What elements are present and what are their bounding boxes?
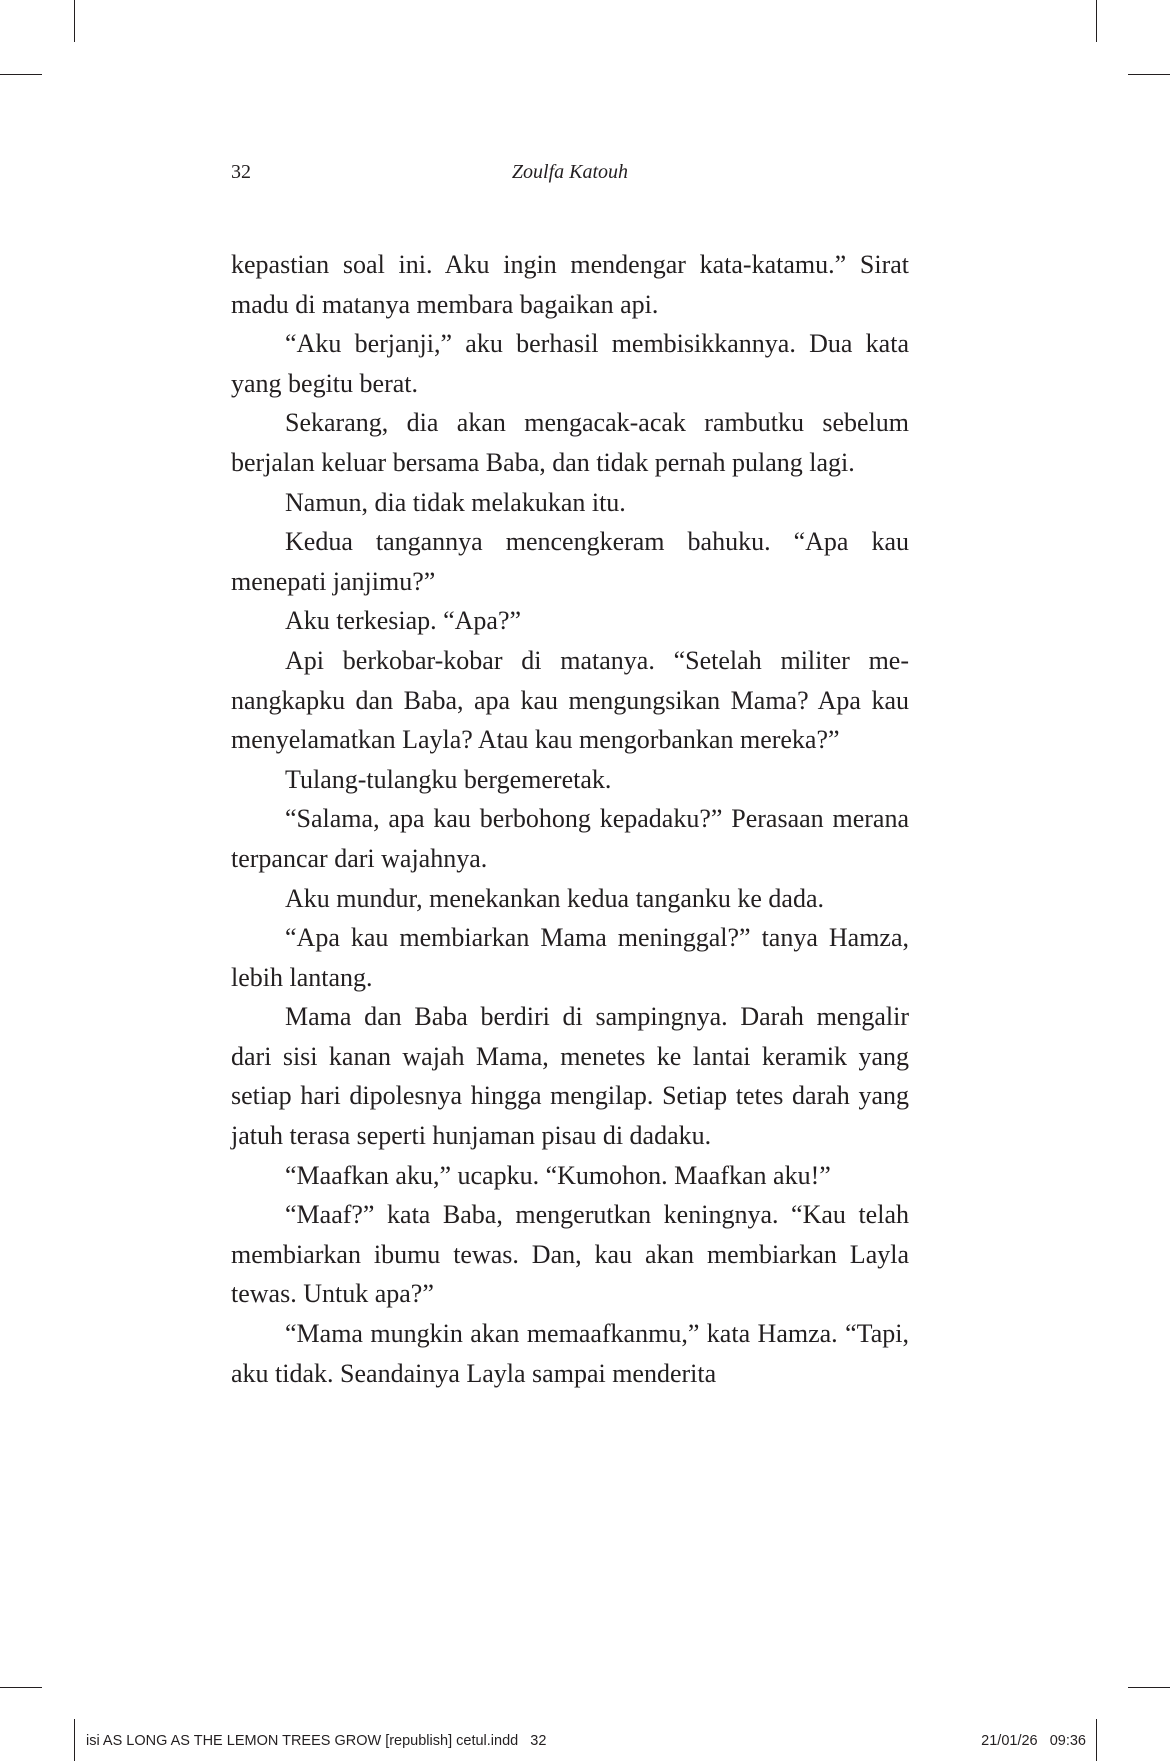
slug-line — [86, 1733, 1086, 1753]
paragraph: “Mama mungkin akan memaafkanmu,” kata Hamza. “Tapi, aku tidak. Seandainya Layla sampai menderita — [231, 1319, 909, 1388]
paragraph: Aku mundur, menekankan kedua tanganku ke dada. — [285, 883, 825, 913]
running-head — [231, 161, 909, 191]
crop-mark-top-right-horizontal — [1128, 74, 1170, 75]
slug-file-name: isi AS LONG AS THE LEMON TREES GROW [republish] cetul.indd 32 — [86, 1733, 547, 1749]
paragraph: “Maafkan aku,” ucapku. “Kumohon. Maafkan aku!” — [285, 1160, 831, 1190]
crop-mark-bottom-right-horizontal — [1128, 1687, 1170, 1688]
crop-mark-top-left-vertical — [74, 0, 75, 42]
paragraph: kepastian soal ini. Aku ingin mendengar kata-katamu.” Sirat madu di matanya membara bagaikan api. — [231, 250, 909, 319]
crop-mark-top-left-horizontal — [0, 74, 42, 75]
paragraph: Aku terkesiap. “Apa?” — [285, 606, 522, 636]
crop-mark-bottom-right-vertical — [1096, 1719, 1097, 1761]
slug-date: 21/01/26 09:36 — [981, 1733, 1086, 1749]
paragraph: Tulang-tulangku bergemeretak. — [285, 764, 612, 794]
paragraph: Api berkobar-kobar di matanya. “Setelah militer menangkapku dan Baba, apa kau mengungsikan Mama? Apa kau menyelamatkan Layla? Atau kau mengorbankan mereka?” — [231, 645, 909, 755]
running-head-author: Zoulfa Katouh — [511, 161, 629, 183]
crop-mark-bottom-left-vertical — [74, 1719, 75, 1761]
paragraph: “Maaf?” kata Baba, mengerutkan keningnya. “Kau telah membiarkan ibumu tewas. Dan, kau akan membiarkan Layla tewas. Untuk apa?” — [231, 1200, 909, 1309]
body-text — [231, 245, 909, 1393]
paragraph: Namun, dia tidak melakukan itu. — [285, 487, 626, 517]
crop-mark-bottom-left-horizontal — [0, 1687, 42, 1688]
paragraph: “Salama, apa kau berbohong kepadaku?” Perasaan merana terpancar dari wajahnya. — [231, 804, 909, 873]
crop-mark-top-right-vertical — [1096, 0, 1097, 42]
paragraph: “Apa kau membiarkan Mama meninggal?” tanya Hamza, lebih lantang. — [231, 923, 909, 992]
paragraph: Sekarang, dia akan mengacak-acak rambutku sebelum berjalan keluar bersama Baba, dan tidak pernah pulang lagi. — [231, 408, 909, 477]
page-number: 32 — [231, 161, 251, 183]
paragraph: “Aku berjanji,” aku berhasil membisikkannya. Dua kata yang begitu berat. — [231, 329, 909, 398]
paragraph: Mama dan Baba berdiri di sampingnya. Darah mengalir dari sisi kanan wajah Mama, menetes ke lantai keramik yang setiap hari dipolesnya hingga mengilap. Setiap tetes darah yang jatuh terasa seperti hunjaman pisau di dadaku. — [231, 1002, 909, 1151]
paragraph: Kedua tangannya mencengkeram bahuku. “Apa kau menepati janjimu?” — [231, 527, 909, 596]
